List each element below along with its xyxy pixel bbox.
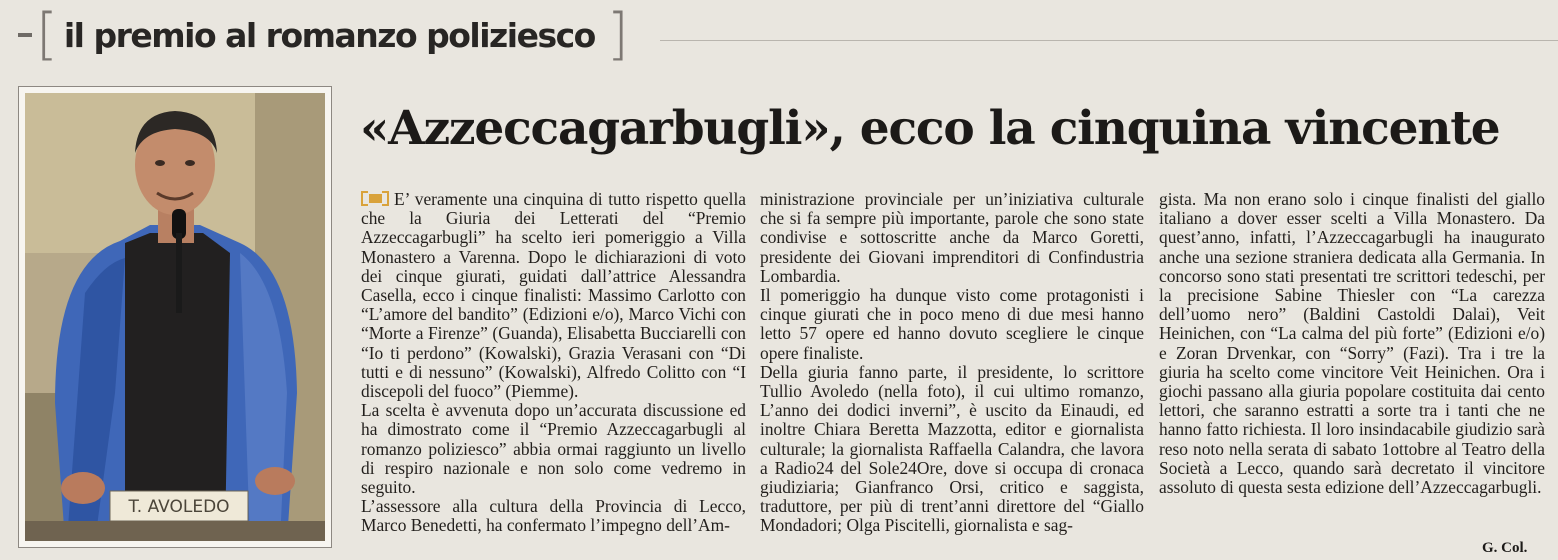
article-column-2 [760,190,1144,536]
paragraph: ministrazione provinciale per un’iniziativa culturale che si fa sempre più importante, parole che sono state condivise e sottoscritte anche da Marco Goretti, presidente dei Giovani imprenditori di Confindustria Lombardia. [760,189,1144,286]
paragraph: gista. Ma non erano solo i cinque finalisti del giallo italiano a dover esser scelti a Villa Monastero. Da quest’anno, infatti, l’Azzeccagarbugli ha inaugurato anche una sezione straniera dedicata alla Germania. In concorso sono stati presentati tre scrittori tedeschi, per la precisione Sabine Thiesler con “La carezza dell’uomo nero” (Baldini Castoldi Dalai), Veit Heinichen, con “La calma del più forte” (Edizioni e/o) e Zoran Drvenkar, con “Sorry” (Fazi). Tra i tre la giuria ha scelto come vincitore Veit Heinichen. Ora i giochi passano alla giuria popolare costituita dai cento lettori, che saranno estratti a sorte tra i tanti che ne hanno fatto richiesta. Il loro insindacabile giudizio sarà reso noto nella serata di sabato 1ottobre al Teatro della Società a Lecco, quando sarà decretato il vincitore assoluto di questa sesta edizione dell’Azzeccagarbugli. [1159,189,1545,498]
lead-marker-icon [361,191,391,206]
header-rule [660,40,1558,41]
author-signature: G. Col. [1482,540,1528,556]
kicker-open-bracket: [ [36,2,58,67]
paragraph: Della giuria fanno parte, il presidente, lo scrittore Tullio Avoledo (nella foto), il cui ultimo romanzo, L’anno dei dodici inverni”, è uscito da Einaudi, ed inoltre Chiara Beretta Mazzotta, editor e giornalista culturale; la giornalista Raffaella Calandra, che lavora a Radio24 del Sole24Ore, dove si occupa di cronaca giudiziaria; Gianfranco Orsi, critico e saggista, traduttore, per più di trent’anni direttore del “Giallo Mondadori; Olga Piscitelli, giornalista e sag- [760,361,1144,536]
kicker-close-bracket: ] [606,2,629,67]
article-column-3 [1159,190,1545,497]
photo-portrait [25,93,325,541]
section-kicker [18,2,629,67]
kicker-label: il premio al romanzo poliziesco [63,15,595,55]
nameplate-text: T. AVOLEDO [128,497,230,517]
kicker-rule [18,33,32,37]
paragraph-text: E’ veramente una cinquina di tutto rispetto quella che la Giuria dei Letterati del “Premio Azzeccagarbugli” ha scelto ieri pomeriggio a Villa Monastero a Varenna. Dopo le dichiarazioni di voto dei cinque giurati, guidati dall’attrice Alessandra Casella, ecco i cinque finalisti: Massimo Carlotto con “L’amore del bandito” (Edizioni e/o), Marco Vichi con “Morte a Firenze” (Guanda), Elisabetta Bucciarelli con “Io ti perdono” (Kowalski), Grazia Verasani con “Di tutti e di nessuno” (Kowalski), Alfredo Colitto con “I discepoli del fuoco” (Piemme). [361,189,746,402]
article-column-1 [361,190,746,536]
article-photo [18,86,332,548]
article-headline: «Azzeccagarbugli», ecco la cinquina vincente [360,101,1500,156]
paragraph [361,190,746,401]
paragraph: Il pomeriggio ha dunque visto come protagonisti i cinque giurati che in poco meno di due mesi hanno letto 57 opere ed hanno dovuto scegliere le cinque opere finaliste. [760,285,1144,363]
paragraph: L’assessore alla cultura della Provincia di Lecco, Marco Benedetti, ha confermato l’impegno dell’Am- [361,496,746,536]
paragraph: La scelta è avvenuta dopo un’accurata discussione ed ha dimostrato come il “Premio Azzeccagarbugli al romanzo poliziesco” abbia ormai raggiunto un livello di respiro nazionale e non solo come vedremo in seguito. [361,400,746,498]
